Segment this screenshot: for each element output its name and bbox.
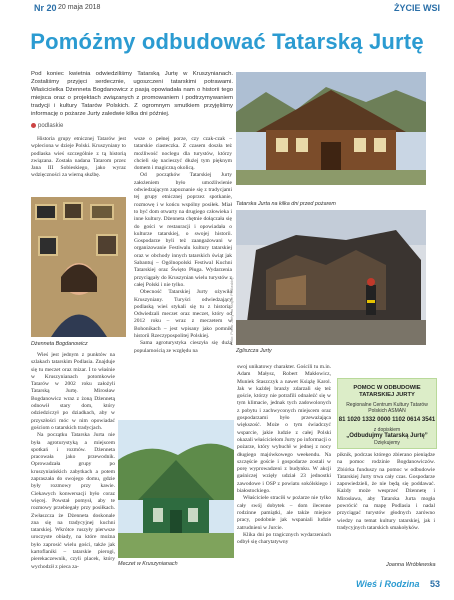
donation-thanks: Dziękujemy xyxy=(374,440,400,446)
paragraph: Historia grupy etnicznej Tatarów jest wpleciona w dzieje Polski. Kruszyniany to podlaska wieś szczególnie z tą historią związana. Została nadana Tatarom przez Jana III Sobieskiego, jako wyraz wdzięczności za wierną służbę. xyxy=(31,136,126,179)
photo-credit: Foto: Pożar Jurty na Mapie Podlaskiej xyxy=(229,277,234,345)
column3-bottom xyxy=(237,364,331,546)
paragraph: Klika dni po tragicznych wydarzeniach odbył się charytatywny xyxy=(237,531,331,546)
paragraph: Na początku Tatarska Jurta nie była agroturystyką a miejscem spotkań i rozmów. Dżenneta pracowała jako przewodnik. Oprowadzała grupy po kruszyniańskich zabytkach a potem zapraszała do swojego domu, gdzie były rozmowy przy kawie. Ciekawych konwersacji było coraz więcej. Powstał pomysł, aby te rozmowy przebiegały przy posiłkach. Zwłaszcza że Dżenneta doskonale zna się na tradycyjnej kuchni tatarskiej. Wkrótce ruszyły pierwsze uroczyste obiady, na które można było zaprosić wielu gości, także jak kartoflaniki – tatarskie pierogi, pierekaczewnik, czyli placek, który wychodził z pieca za- xyxy=(31,432,115,570)
paragraph: Sama agroturystyka cieszyła się dużą popularnością ze względu na xyxy=(134,340,232,354)
caption-photo2: Dżenneta Bogdanowicz xyxy=(31,341,88,347)
paragraph: Właściciele straciłi w pożarze nie tylko cały swój dobytek – dom ilecenne rodzinne pamiątki, ale także miejsce pracy, podobnie jak wspaniali ludzie zatrudnieni w Jurcie. xyxy=(237,495,331,531)
donation-org: Regionalne Centrum Kultury Tatarów Polskich ASMAN xyxy=(346,402,428,414)
photo-mosque xyxy=(118,420,234,558)
column2-top xyxy=(134,136,232,355)
paragraph: Od początków Tatarskiej Jurty założeniem było umożliwienie odwiedzającym zapoznanie się z tradycjami tej grupy etnicznej poprzez spotkanie, rozmowę i w końcu wspólny posiłek. Miał to być dom otwarty na drugiego człowieka i inne kultury. Dżenneta chętnie dołączała się do gości w restauracji i opowiadała o kulturze tatarskiej, o swojej historii. Gospodarze byli też zaangażowani w organizowanie Festiwalu kultury tatarskiej oraz w obchody innych tatarskich świąt jak Sabantuj – Ogólnopolski Festiwal Kuchni Tatarskiej oraz Święto Pługa. Wydarzenia przyciągały do Kruszynian wielu turystów z całej Polski i nie tylko. xyxy=(134,172,232,288)
paragraph: piknik, podczas którego zbierano pieniądze na pomoc rodzinie Bogdanowiczów. Zbiórka funduszy na pomoc w odbudowie Tatarskiej Jurty trwa cały czas. Gospodarze zapowiedzieli, że nie będą się poddawać. Każdy może wesprzeć Dżennetę i Mirosława, aby Tatarska Jurta mogła powrócić na mapę Podlasia i nadal przyciągać turystów głodnych zarówno wiedzy na temat kultury tatarskiej, jak i tradycyjnych tatarskich smakołyków. xyxy=(337,452,435,531)
ruins-image xyxy=(236,210,426,345)
column4-bottom xyxy=(337,452,435,532)
caption-photo4: Meczet w Kruszynianach xyxy=(118,561,178,567)
paragraph: Obecność Tatarskiej Jurty ożywiła Kruszyniany. Turyści odwiedzający podlaską wieś stykali się tu z historią. Odwiedzali meczet oraz meczet, który od 2012 roku – wraz z meczetem w Bohonikach – jest wpisany jako pomnik historii Rzeczypospolitej Polskiej. xyxy=(134,289,232,340)
column1-top xyxy=(31,136,126,180)
paragraph: wsze o pełnej porze, czy czak-czak – tatarskie ciasteczka. Z czasem doszła też możliwość noclegu dla turystów, którzy chcieli się nacieszyć dłużej tym pięknym domem i magiczną okolicą. xyxy=(134,136,232,172)
page-footer xyxy=(356,579,440,589)
photo-jurta-before-fire xyxy=(236,72,426,185)
page-number: 53 xyxy=(429,579,440,589)
location-pin-icon xyxy=(31,123,36,128)
caption-photo3: Zgliszcza Jurty xyxy=(236,348,272,354)
bank-account-number: 81 1020 1332 0000 1102 0614 3541 xyxy=(338,417,436,423)
article-author: Joanna Wróblewska xyxy=(386,562,436,568)
magazine-name: Wieś i Rodzina xyxy=(356,579,420,589)
donation-box xyxy=(337,378,437,449)
article-title: Pomóżmy odbudować Tatarską Jurtę xyxy=(30,29,424,54)
article-lead: Pod koniec kwietnia odwiedziliśmy Tatarską Jurtę w Kruszynianach. Zostaliśmy przyjęci serdecznie, ugoszczeni tatarskimi potrawami. Właścicielka Dżenneta Bogdanowicz z pasją opowiadała nam o historii tego miejsca oraz o projektach związanych z promowaniem i podtrzymywaniem tradycji i kultury Tatarów Polskich. Z ogromnym smutkiem przyjęliśmy informację o pożarze Jurty zaledwie kilka dni później. xyxy=(31,71,233,117)
region-tag xyxy=(31,123,63,129)
section-name: ŻYCIE WSI xyxy=(393,3,440,13)
issue-number: Nr 20 xyxy=(34,3,57,13)
mosque-image xyxy=(118,420,234,558)
photo-ruins xyxy=(236,210,426,345)
paragraph: swoj unikatowy charakter. Gościli tu m.in. Adam Małysz, Robert Makłowicz, Muniek Staszczyk a nawet Książę Karol. Jak w każdej branży zdarzali się też goście, którzy nie potrafili odnaleźć się w tym klimacie, jednak tych zadowolonych z pobytu i zachwyconych miejscem oraz gospodarzami było przeważająca większość. Może o tym świadczyć wsparcie, jakie ludzie z całej Polski okazali właścicielom Jurty po informacji o pożarze, który wybuchł w jednej z nocy długiego majówkowego weekendu. Na szczęście goście i gospodarze zostali w porę wyprowadzeni z budynku. W akcji gaśniczej wzięły udział 23 jednostki zawodowe i OSP z powiatu sokólskiego i białostockiego. xyxy=(237,364,331,495)
paragraph: Wieś jest jednym z punktów na szlakach tatarskim Podlasia. Znajduje się tu meczet oraz mizar. I to właśnie w Kruszynianach potomkowie Tatarów w 2002 roku założyli Tatarską Jurtę. Mirosław Bogdanowicz wraz z żoną Dżennetą odnowił stary dom, który odziedziczył po dziadkach, aby w przyszłości móc w nim opowiadać gościom o tatarskich tradycjach. xyxy=(31,352,115,431)
issue-date: 20 maja 2018 xyxy=(58,4,101,11)
portrait-image xyxy=(31,197,126,337)
region-label: podlaskie xyxy=(38,123,64,130)
donation-purpose: „Odbudujmy Tatarską Jurtę” xyxy=(346,433,428,439)
jurta-house-image xyxy=(236,72,426,185)
photo-dzenneta xyxy=(31,197,126,337)
donation-title: POMOC W ODBUDOWIE TATARSKIEJ JURTY xyxy=(353,385,421,398)
page-header xyxy=(0,0,454,16)
column1-bottom xyxy=(31,352,115,571)
caption-photo1: Tatarska Jurta na kilka dni przed pożarem xyxy=(236,201,336,207)
donation-note: z dopiskiem xyxy=(373,427,401,433)
